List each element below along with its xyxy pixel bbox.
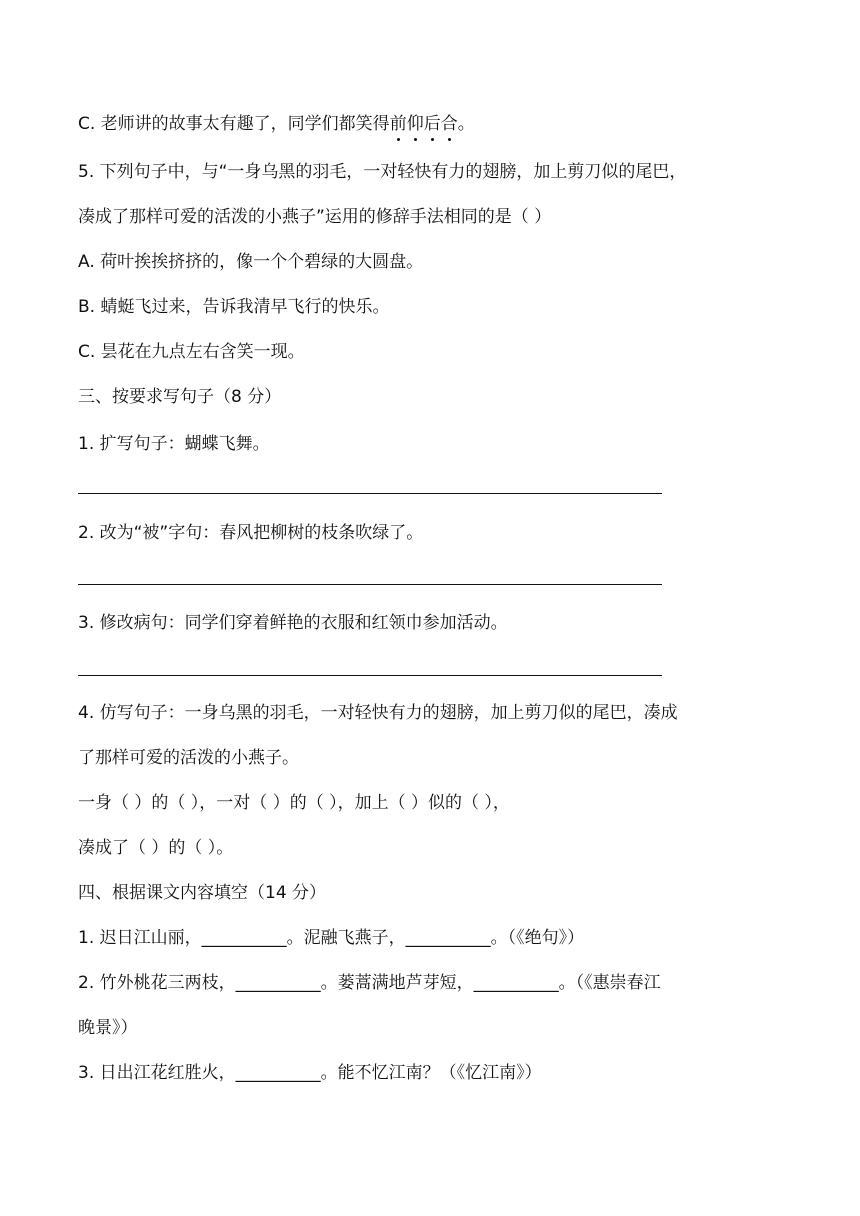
s3-q3: 3. 修改病句：同学们穿着鲜艳的衣服和红领巾参加活动。 xyxy=(78,613,508,633)
s3-q1: 1. 扩写句子：蝴蝶飞舞。 xyxy=(78,434,270,454)
q4-option-c xyxy=(78,113,475,135)
s3-q2: 2. 改为“被”字句：春风把柳树的枝条吹绿了。 xyxy=(78,523,424,543)
q5-option-b: B. 蜻蜓飞过来，告诉我清早飞行的快乐。 xyxy=(78,297,390,317)
s3-q4-line2: 了那样可爱的活泼的小燕子。 xyxy=(78,748,299,768)
q5-option-c: C. 昙花在九点左右含笑一现。 xyxy=(78,342,305,362)
s3-q4-template-line1: 一身（ ）的（ ），一对（ ）的（ ），加上（ ）似的（ ）， xyxy=(78,793,510,813)
q4-option-c-text: C. 老师讲的故事太有趣了，同学们都笑得 xyxy=(78,114,390,134)
s3-q3-answer-line[interactable] xyxy=(78,675,662,676)
q5-stem-line1: 5. 下列句子中，与“一身乌黑的羽毛，一对轻快有力的翅膀，加上剪刀似的尾巴， xyxy=(78,162,687,182)
dotted-char-2: 仰 xyxy=(407,114,424,134)
s4-q2-line2: 晚景》） xyxy=(78,1018,138,1038)
s4-q2-line1: 2. 竹外桃花三两枝，__________。蒌蒿满地芦芽短，__________。（《惠崇春江 xyxy=(78,973,661,993)
q5-stem-line2: 凑成了那样可爱的活泼的小燕子”运用的修辞手法相同的是（ ） xyxy=(78,207,552,227)
s3-q4-template-line2: 凑成了（ ）的（ ）。 xyxy=(78,838,234,858)
q4-option-c-end: 。 xyxy=(457,114,475,134)
s3-q1-answer-line[interactable] xyxy=(78,493,662,494)
s4-q1: 1. 迟日江山丽，__________。泥融飞燕子，__________。（《绝句》） xyxy=(78,928,585,948)
s3-q4-line1: 4. 仿写句子：一身乌黑的羽毛，一对轻快有力的翅膀，加上剪刀似的尾巴，凑成 xyxy=(78,703,678,723)
section-4-heading: 四、根据课文内容填空（14 分） xyxy=(78,883,327,903)
s3-q2-answer-line[interactable] xyxy=(78,584,662,585)
dotted-char-4: 合 xyxy=(441,114,458,134)
dotted-char-1: 前 xyxy=(390,114,407,134)
s4-q3: 3. 日出江花红胜火，__________。能不忆江南？（《忆江南》） xyxy=(78,1063,542,1083)
section-3-heading: 三、按要求写句子（8 分） xyxy=(78,387,282,407)
dotted-char-3: 后 xyxy=(424,114,441,134)
q5-option-a: A. 荷叶挨挨挤挤的，像一个个碧绿的大圆盘。 xyxy=(78,252,424,272)
